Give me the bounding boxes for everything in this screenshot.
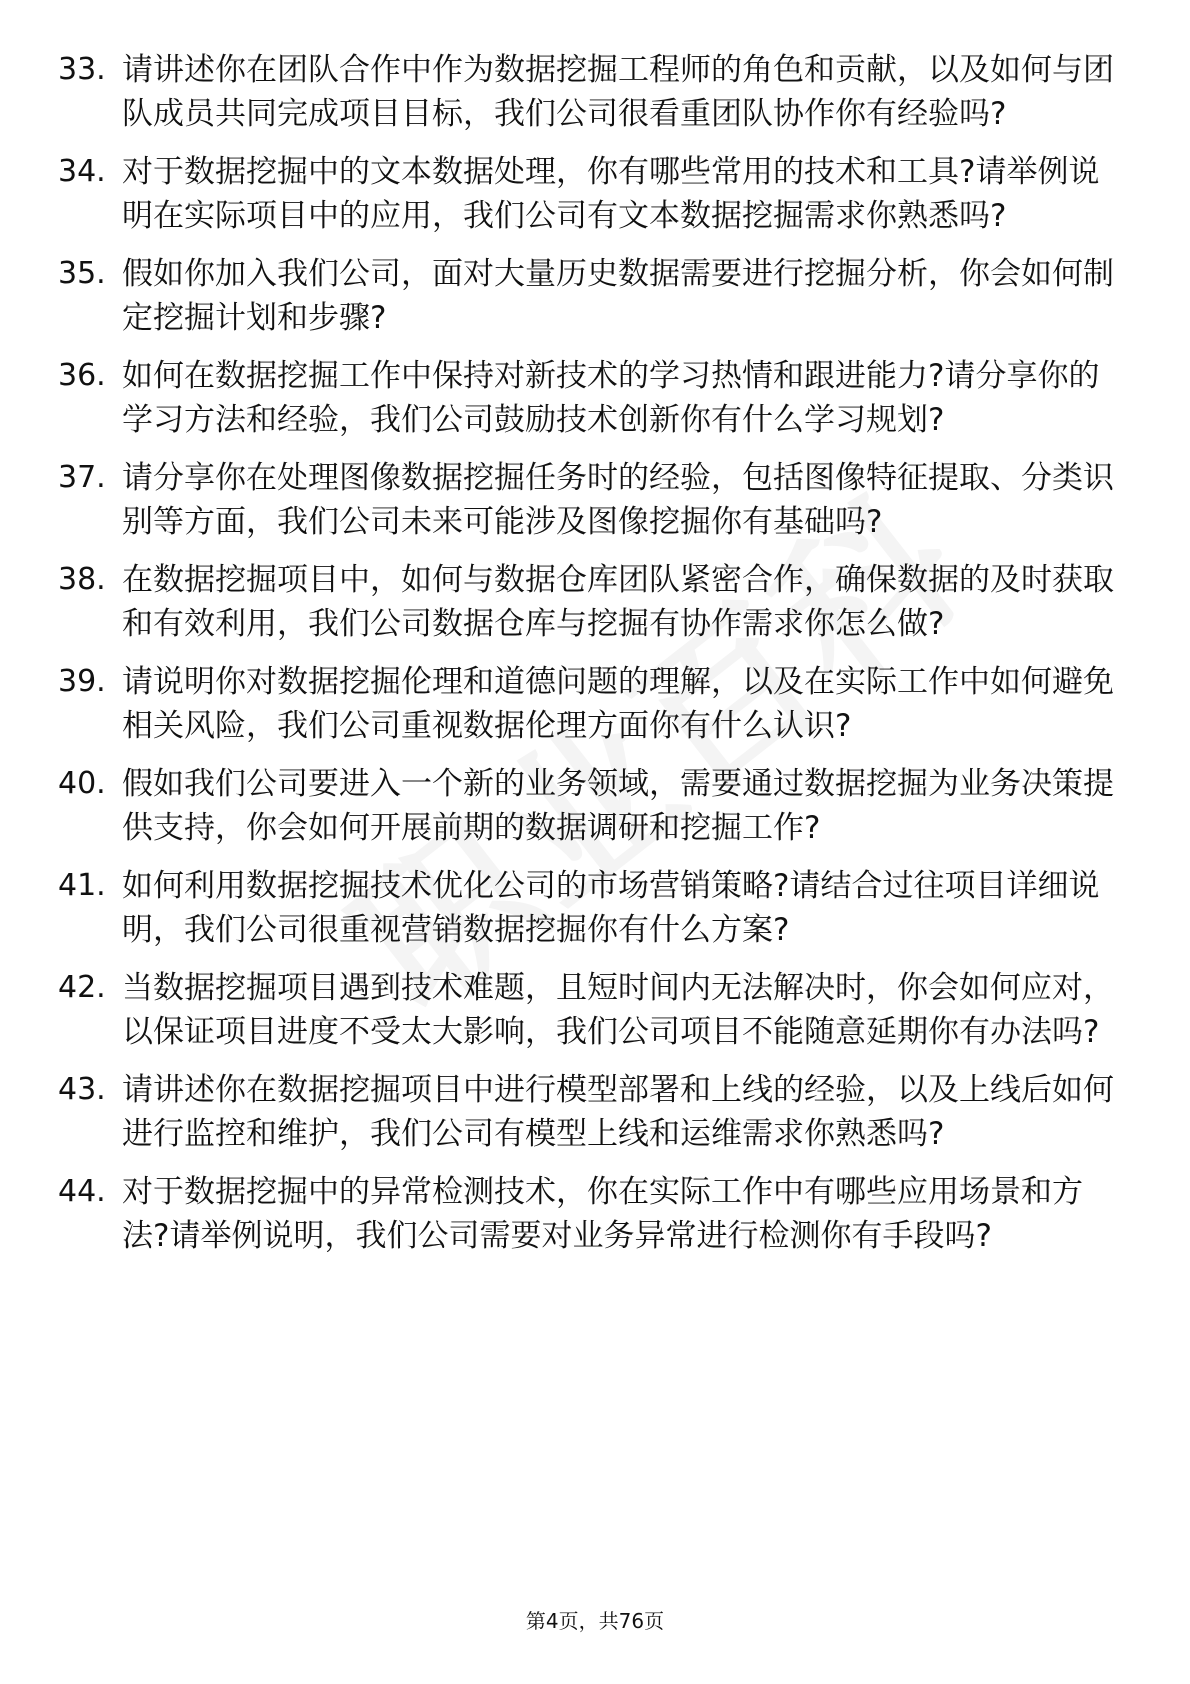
question-item-38 <box>58 558 1138 646</box>
question-number: 42. <box>58 970 106 1005</box>
question-number: 39. <box>58 664 106 699</box>
question-text: 如何利用数据挖掘技术优化公司的市场营销策略?请结合过往项目详细说明，我们公司很重视营销数据挖掘你有什么方案? <box>122 868 1100 948</box>
question-item-40 <box>58 762 1138 850</box>
question-number: 38. <box>58 562 106 597</box>
question-number: 41. <box>58 868 106 903</box>
question-item-44 <box>58 1170 1138 1258</box>
question-item-37 <box>58 456 1138 544</box>
question-number: 34. <box>58 154 106 189</box>
question-number: 35. <box>58 256 106 291</box>
question-text: 请讲述你在团队合作中作为数据挖掘工程师的角色和贡献，以及如何与团队成员共同完成项目目标，我们公司很看重团队协作你有经验吗? <box>122 52 1114 132</box>
question-number: 36. <box>58 358 106 393</box>
question-item-43 <box>58 1068 1138 1156</box>
question-item-34 <box>58 150 1138 238</box>
question-text: 对于数据挖掘中的异常检测技术，你在实际工作中有哪些应用场景和方法?请举例说明，我们公司需要对业务异常进行检测你有手段吗? <box>122 1174 1083 1254</box>
question-text: 当数据挖掘项目遇到技术难题，且短时间内无法解决时，你会如何应对，以保证项目进度不受太大影响，我们公司项目不能随意延期你有办法吗? <box>122 970 1114 1050</box>
question-number: 44. <box>58 1174 106 1209</box>
question-text: 请分享你在处理图像数据挖掘任务时的经验，包括图像特征提取、分类识别等方面，我们公司未来可能涉及图像挖掘你有基础吗? <box>122 460 1114 540</box>
question-item-36 <box>58 354 1138 442</box>
question-item-33 <box>58 48 1138 136</box>
question-text: 在数据挖掘项目中，如何与数据仓库团队紧密合作，确保数据的及时获取和有效利用，我们公司数据仓库与挖掘有协作需求你怎么做? <box>122 562 1114 642</box>
question-text: 假如我们公司要进入一个新的业务领域，需要通过数据挖掘为业务决策提供支持，你会如何开展前期的数据调研和挖掘工作? <box>122 766 1114 846</box>
question-number: 43. <box>58 1072 106 1107</box>
page-number-label: 第4页，共76页 <box>525 1609 665 1633</box>
question-number: 37. <box>58 460 106 495</box>
question-text: 请说明你对数据挖掘伦理和道德问题的理解，以及在实际工作中如何避免相关风险，我们公司重视数据伦理方面你有什么认识? <box>122 664 1114 744</box>
question-number: 33. <box>58 52 106 87</box>
question-item-41 <box>58 864 1138 952</box>
question-item-35 <box>58 252 1138 340</box>
question-list <box>58 48 1138 1272</box>
question-text: 假如你加入我们公司，面对大量历史数据需要进行挖掘分析，你会如何制定挖掘计划和步骤? <box>122 256 1114 336</box>
question-text: 对于数据挖掘中的文本数据处理，你有哪些常用的技术和工具?请举例说明在实际项目中的应用，我们公司有文本数据挖掘需求你熟悉吗? <box>122 154 1100 234</box>
page-footer <box>0 1605 1190 1634</box>
question-number: 40. <box>58 766 106 801</box>
question-item-39 <box>58 660 1138 748</box>
question-item-42 <box>58 966 1138 1054</box>
question-text: 如何在数据挖掘工作中保持对新技术的学习热情和跟进能力?请分享你的学习方法和经验，我们公司鼓励技术创新你有什么学习规划? <box>122 358 1100 438</box>
question-text: 请讲述你在数据挖掘项目中进行模型部署和上线的经验，以及上线后如何进行监控和维护，我们公司有模型上线和运维需求你熟悉吗? <box>122 1072 1114 1152</box>
